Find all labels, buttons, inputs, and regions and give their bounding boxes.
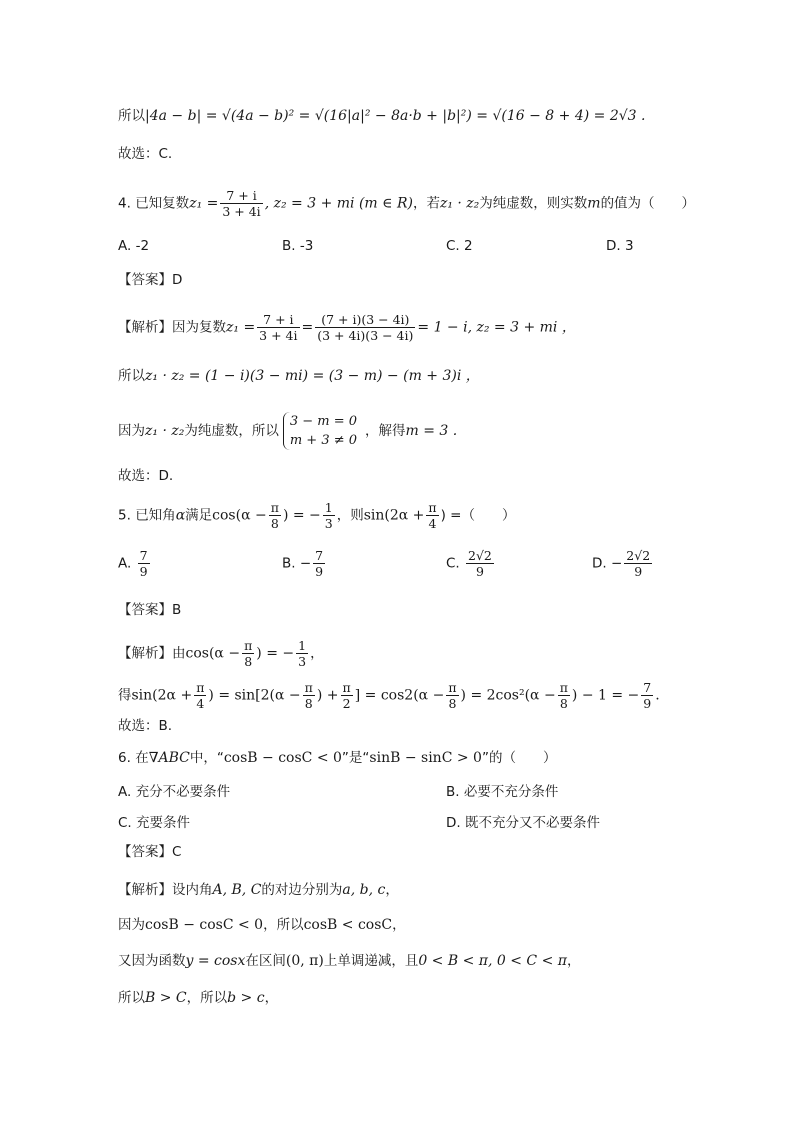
text: 所以 [118, 990, 145, 1006]
fraction: $\frac{2√2}{9}$ [468, 548, 492, 579]
equation-system: 3 − m = 0 m + 3 ≠ 0 [283, 412, 361, 450]
text: 因为 [118, 917, 145, 933]
fraction: $\frac{\pi}{4}$ [428, 500, 437, 531]
math: ] = cos2(α − [354, 687, 445, 704]
text: ，所以 [263, 917, 304, 933]
text: ，则 [336, 507, 364, 524]
fraction: $\frac{\pi}{2}$ [342, 680, 351, 711]
question-number: 5. [118, 507, 131, 524]
math: cosB < cosC [303, 917, 393, 933]
fraction: $\frac{\pi}{4}$ [196, 680, 205, 711]
analysis-6-line-4 [118, 988, 278, 1008]
fraction: $\frac{7}{9}$ [139, 548, 148, 579]
math: cosB − cosC < 0 [145, 917, 264, 933]
analysis-6-line-2 [118, 915, 406, 935]
math: sin(2α + [131, 687, 193, 704]
analysis-6-line-3 [118, 951, 580, 971]
fraction: $\frac{\pi}{8}$ [304, 680, 313, 711]
analysis-4-line-3 [118, 412, 457, 450]
question-5 [118, 500, 516, 531]
math-m: m [587, 195, 601, 212]
text: ， [310, 645, 324, 662]
math: ) + [316, 687, 339, 704]
text: 满足 [185, 507, 213, 524]
fraction-z1: $\frac{7 + i}{3 + 4i}$ [222, 188, 261, 219]
analysis-6-line-1 [118, 880, 399, 900]
label: D. [592, 555, 607, 572]
choice-d: D. 3 [606, 238, 634, 254]
sign: − [299, 555, 312, 572]
select-d-line: 故选：D. [118, 468, 174, 484]
math-product: z₁ · z₂ [439, 195, 480, 212]
label: C. [446, 555, 460, 572]
text: ”的（ ） [481, 750, 557, 766]
text: 由 [172, 645, 186, 662]
math: ) = − [282, 507, 321, 524]
text: 得 [118, 687, 132, 704]
text: ，解得 [365, 423, 406, 439]
math-magnitude: |4a − b| = √(4a − b)² = √(16|a|² − 8a·b + |b|²) = √(16 − 8 + 4) = 2√3 . [145, 108, 646, 124]
question-text: 的值为（ ） [600, 195, 696, 212]
math: ) = 2cos²(α − [460, 687, 556, 704]
question-4 [118, 188, 695, 219]
choice-a: A. 充分不必要条件 [118, 784, 231, 800]
answer-5: 【答案】B [118, 602, 182, 618]
math: α [175, 507, 186, 524]
math: z₁ · z₂ = (1 − i)(3 − mi) = (3 − m) − (m + 3)i ， [145, 368, 480, 384]
analysis-label: 【解析】 [118, 882, 172, 898]
text: 所以 [118, 368, 145, 384]
choice-c [446, 548, 496, 579]
math: z₁ = [226, 319, 256, 336]
choice-d: D. 既不充分又不必要条件 [446, 815, 600, 831]
text: 中，“ [189, 750, 224, 766]
question-text: 为纯虚数，则实数 [479, 195, 588, 212]
math: = 1 − i, z₂ = 3 + mi ， [417, 319, 576, 336]
math: cosB − cosC < 0 [223, 750, 342, 766]
math: = [301, 319, 314, 336]
math: B > C [145, 990, 187, 1006]
math-z2: , z₂ = 3 + mi (m ∈ R) [264, 195, 413, 212]
math: A, B, C [212, 882, 262, 898]
fraction: $\frac{7}{9}$ [315, 548, 324, 579]
select-b-line: 故选：B. [118, 718, 173, 734]
math: ) = sin[2(α − [208, 687, 301, 704]
solution-line-magnitude [118, 106, 645, 126]
math: ∇ABC [148, 750, 190, 766]
choice-a [118, 548, 152, 579]
math: cos(α − [185, 645, 241, 662]
text: 在区间 [245, 953, 286, 969]
math: (0, π) [285, 953, 324, 969]
label: B. [282, 555, 296, 572]
choice-d [592, 548, 654, 579]
fraction: $\frac{1}{3}$ [324, 500, 333, 531]
text-prefix: 所以 [118, 108, 145, 124]
choice-c: C. 2 [446, 238, 473, 254]
text: ， [385, 882, 399, 898]
select-c-line: 故选：C. [118, 146, 173, 162]
text: ”是“ [341, 750, 370, 766]
math: . [655, 687, 660, 704]
math: y = cosx [185, 953, 246, 969]
fraction: $\frac{1}{3}$ [298, 638, 307, 669]
question-text: ，若 [412, 195, 440, 212]
math: a, b, c [342, 882, 386, 898]
math: ) = − [256, 645, 295, 662]
choice-a: A. -2 [118, 238, 150, 254]
math: cos(α − [212, 507, 267, 524]
fraction: $\frac{\pi}{8}$ [244, 638, 253, 669]
answer-4: 【答案】D [118, 272, 183, 288]
fraction: $\frac{(7 + i)(3 - 4i)}{(3 + 4i)(3 - 4i)}$ [317, 312, 414, 343]
math: sin(2α + [363, 507, 425, 524]
analysis-label: 【解析】 [118, 645, 172, 662]
question-text: 已知复数 [135, 195, 190, 212]
question-number: 4. [118, 195, 131, 212]
fraction: $\frac{7}{9}$ [643, 680, 652, 711]
question-number: 6. [118, 750, 131, 766]
math: ) − 1 = − [571, 687, 640, 704]
text: ，所以 [186, 990, 228, 1006]
text: 的对边分别为 [261, 882, 343, 898]
analysis-5-line-1 [118, 638, 324, 669]
text: 设内角 [172, 882, 213, 898]
text: 为纯虚数，所以 [184, 423, 279, 439]
fraction: $\frac{2√2}{9}$ [626, 548, 651, 579]
text: ) =（ ） [440, 507, 516, 524]
fraction: $\frac{\pi}{8}$ [559, 680, 568, 711]
text: 因为复数 [172, 319, 226, 336]
math: m = 3 . [405, 423, 458, 439]
analysis-5-line-2 [118, 680, 660, 711]
question-6 [118, 748, 556, 768]
analysis-4-line-2 [118, 366, 480, 386]
text: 因为 [118, 423, 145, 439]
math: 0 < B < π, 0 < C < π [418, 953, 567, 969]
choice-b: B. -3 [282, 238, 314, 254]
choice-b: B. 必要不充分条件 [446, 784, 559, 800]
choice-b [282, 548, 327, 579]
math: b > c [227, 990, 265, 1006]
text: ， [392, 917, 406, 933]
text: ， [566, 953, 581, 969]
text: 在 [135, 750, 149, 766]
analysis-label: 【解析】 [118, 319, 172, 336]
analysis-4-line-1 [118, 312, 576, 343]
text: 又因为函数 [118, 953, 186, 969]
text: 已知角 [135, 507, 176, 524]
fraction: $\frac{\pi}{8}$ [270, 500, 279, 531]
text: 上单调递减，且 [323, 953, 419, 969]
math: sinB − sinC > 0 [369, 750, 482, 766]
answer-6: 【答案】C [118, 844, 182, 860]
sign: − [610, 555, 623, 572]
fraction: $\frac{7 + i}{3 + 4i}$ [259, 312, 298, 343]
text: ， [264, 990, 279, 1006]
label: A. [118, 555, 132, 572]
math: z₁ · z₂ [145, 423, 185, 439]
math-z1: z₁ = [189, 195, 219, 212]
fraction: $\frac{\pi}{8}$ [448, 680, 457, 711]
choice-c: C. 充要条件 [118, 815, 191, 831]
